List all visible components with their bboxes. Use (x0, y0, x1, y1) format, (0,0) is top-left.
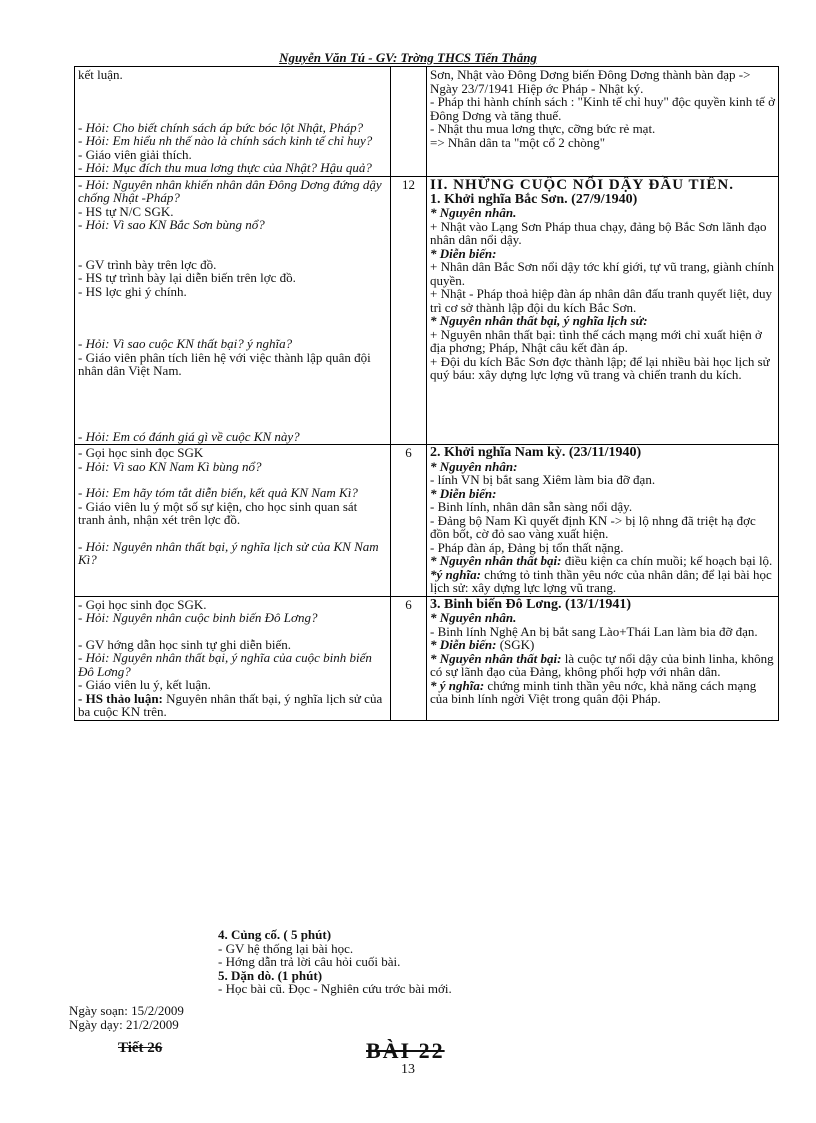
text-line: - Hỏi: Vì sao KN Bắc Sơn bùng nổ? (78, 217, 265, 232)
table-row (75, 596, 779, 720)
homework-item: - Học bài cũ. Đọc - Nghiên cứu trớc bài mới. (218, 981, 452, 996)
text-line: Sơn, Nhật vào Đông Dơng biến Đông Dơng thành bàn đạp -> Ngày 23/7/1941 Hiệp ớc Pháp - Nhật ký. (430, 67, 751, 96)
text-line: - HS lợc ghi ý chính. (78, 283, 187, 299)
text-line (78, 311, 387, 324)
text-line: - Gọi học sinh đọc SGK. (78, 596, 207, 612)
text-line: kết luận. (78, 67, 123, 82)
text-line (78, 378, 387, 391)
text-line: - Gọi học sinh đọc SGK (78, 445, 204, 460)
lesson-table (74, 66, 779, 721)
consolidate-item: - Hớng dẫn trả lời câu hỏi cuối bài. (218, 954, 401, 969)
text-line: - Giáo viên lu ý, kết luận. (78, 677, 211, 692)
page-number: 13 (401, 1062, 415, 1077)
text-line: => Nhân dân ta "một cổ 2 chòng" (430, 134, 606, 150)
text-line: * ý nghĩa: chứng minh tinh thần yêu nớc, khả năng cách mạng của binh lính ngời Việt trong quân đội Pháp. (430, 677, 757, 706)
time-cell (391, 596, 427, 720)
table-row (75, 445, 779, 597)
text-line: - Pháp đàn áp, Đảng bị tổn thất nặng. (430, 539, 624, 555)
text-line (78, 625, 387, 638)
text-line: - Hỏi: Em có đánh giá gì về cuộc KN này? (78, 428, 300, 444)
text-line: - Hỏi: Vì sao KN Nam Kì bùng nổ? (78, 458, 262, 474)
text-line: - GV hớng dẫn học sinh tự ghi diễn biến. (78, 636, 291, 652)
text-line: * Nguyên nhân. (430, 610, 517, 625)
text-line (78, 108, 387, 121)
text-line: - HS thảo luận: Nguyên nhân thất bại, ý nghĩa lịch sử của ba cuộc KN trên. (78, 690, 383, 719)
text-line (78, 82, 387, 95)
text-line (78, 95, 387, 108)
text-line: - GV trình bày trên lợc đồ. (78, 256, 217, 272)
text-line: - Hỏi: Vì sao cuộc KN thất bại? ý nghĩa? (78, 336, 293, 351)
text-line: - Nhật thu mua lơng thực, cỡng bức rẻ mạt. (430, 121, 656, 136)
text-line (78, 245, 387, 258)
text-line: - Đảng bộ Nam Kì quyết định KN -> bị lộ nhng đã triệt hạ đợc đồn bốt, cờ đỏ sao vàng xuất hiện. (430, 512, 756, 541)
teacher-activity-cell (75, 596, 391, 720)
text-line (78, 298, 387, 311)
teacher-activity-cell (75, 67, 391, 177)
text-line: * Diễn biến: (430, 245, 497, 261)
text-line: + Nhật - Pháp thoả hiệp đàn áp nhân dân đấu tranh quyết liệt, duy trì cơ sở thành lập đội du kích Bắc Sơn. (430, 286, 772, 315)
text-line (78, 232, 387, 245)
text-line: * Nguyên nhân. (430, 205, 517, 220)
text-line: - Giáo viên giải thích. (78, 146, 192, 162)
text-line: - Hỏi: Mục đích thu mua lơng thực của Nhật? Hậu quả? (78, 160, 372, 175)
text-line: - Hỏi: Nguyên nhân thất bại, ý nghĩa của cuộc binh biến Đô Lơng? (78, 650, 372, 679)
text-line (78, 417, 387, 430)
text-line: 3. Binh biến Đô Lơng. (13/1/1941) (430, 596, 632, 612)
text-line: - lính VN bị bắt sang Xiêm làm bia đỡ đạn. (430, 472, 656, 487)
text-line: - Hỏi: Nguyên nhân cuộc binh biến Đô Lơng? (78, 610, 318, 625)
page-header: Nguyễn Văn Tú - GV: Trờng THCS Tiến Thắng (279, 50, 537, 65)
time-value: 6 (405, 596, 412, 612)
consolidate-section (218, 928, 452, 996)
date-taught: Ngày dạy: 21/2/2009 (69, 1016, 179, 1032)
text-line: * Nguyên nhân: (430, 458, 518, 474)
text-line: - HS tự N/C SGK. (78, 203, 174, 219)
homework-title: 5. Dặn dò. (1 phút) (218, 967, 323, 983)
content-cell (427, 176, 779, 445)
next-lesson-title: BÀI 22 (366, 1038, 445, 1063)
text-line: * Nguyên nhân thất bại, ý nghĩa lịch sử: (430, 313, 648, 328)
text-line: - Hỏi: Em hiểu nh thế nào là chính sách kinh tế chỉ huy? (78, 133, 373, 148)
consolidate-item: - GV hệ thống lại bài học. (218, 940, 354, 956)
text-line (78, 391, 387, 404)
content-cell (427, 445, 779, 597)
content-cell (427, 596, 779, 720)
dates-section (69, 1004, 184, 1031)
text-line: - Pháp thi hành chính sách : "Kinh tế chỉ huy" độc quyền kinh tế ở Đông Dơng và tăng thuế. (430, 94, 775, 123)
text-line: - Giáo viên phân tích liên hệ với việc thành lập quân đội nhân dân Việt Nam. (78, 349, 371, 378)
text-line: *ý nghĩa: chứng tỏ tinh thần yêu nớc của nhân dân; để lại bài học lịch sử: xây dựng lực lợng vũ trang. (430, 566, 772, 595)
text-line: - Hỏi: Nguyên nhân khiến nhân dân Đông Dơng đứng dậy chống Nhật -Pháp? (78, 176, 382, 205)
date-prepared: Ngày soạn: 15/2/2009 (69, 1003, 184, 1018)
text-line: - Binh lính, nhân dân sẵn sàng nổi dậy. (430, 499, 633, 514)
text-line (78, 527, 387, 540)
text-line: * Nguyên nhân thất bại: điều kiện ca chín muồi; kế hoạch bại lộ. (430, 553, 773, 568)
text-line: + Nhân dân Bắc Sơn nổi dậy tớc khí giới, tự vũ trang, giành chính quyền. (430, 259, 775, 288)
text-line: - Giáo viên lu ý một số sự kiện, cho học sinh quan sát tranh ảnh, nhận xét trên lợc đồ. (78, 498, 358, 527)
teacher-activity-cell (75, 176, 391, 445)
table-row (75, 67, 779, 177)
text-line: 1. Khởi nghĩa Bắc Sơn. (27/9/1940) (430, 191, 638, 207)
text-line: - Hỏi: Em hãy tóm tắt diễn biến, kết quả KN Nam Kì? (78, 485, 358, 500)
consolidate-title: 4. Củng cố. ( 5 phút) (218, 927, 332, 942)
text-line: + Đội du kích Bắc Sơn đợc thành lập; để lại nhiều bài học lịch sử quý báu: xây dựng lực lợng vũ trang và chiến tranh du kích. (430, 353, 770, 382)
table-row (75, 176, 779, 445)
text-line: * Diễn biến: (SGK) (430, 637, 535, 652)
time-value: 6 (405, 445, 412, 460)
text-line: II. NHỮNG CUỘC NỔI DẬY ĐẦU TIÊN. (430, 176, 734, 193)
text-line: - HS tự trình bày lại diễn biến trên lợc đồ. (78, 270, 296, 285)
text-line (78, 404, 387, 417)
period-label: Tiết 26 (118, 1040, 163, 1056)
text-line: - Hỏi: Nguyên nhân thất bại, ý nghĩa lịch sử của KN Nam Kì? (78, 538, 379, 567)
text-line: 2. Khởi nghĩa Nam kỳ. (23/11/1940) (430, 445, 642, 460)
text-line: - Binh lính Nghệ An bị bắt sang Lào+Thái Lan làm bia đỡ đạn. (430, 623, 758, 639)
teacher-activity-cell (75, 445, 391, 597)
content-cell (427, 67, 779, 177)
time-cell (391, 176, 427, 445)
time-cell (391, 445, 427, 597)
text-line: - Hỏi: Cho biết chính sách áp bức bóc lột Nhật, Pháp? (78, 119, 364, 135)
text-line: * Diễn biến: (430, 485, 497, 501)
text-line: + Nguyên nhân thất bại: tình thế cách mạng mới chỉ xuất hiện ở địa phơng; Pháp, Nhật câu kết đàn áp. (430, 326, 762, 355)
text-line: * Nguyên nhân thất bại: là cuộc tự nổi dậy của binh linha, không có sự lãnh đạo của Đảng, không phối hợp với nhân dân. (430, 650, 774, 679)
time-cell (391, 67, 427, 177)
time-value: 12 (402, 176, 415, 192)
text-line: + Nhật vào Lạng Sơn Pháp thua chạy, đảng bộ Bắc Sơn lãnh đạo nhân dân nổi dậy. (430, 218, 767, 247)
